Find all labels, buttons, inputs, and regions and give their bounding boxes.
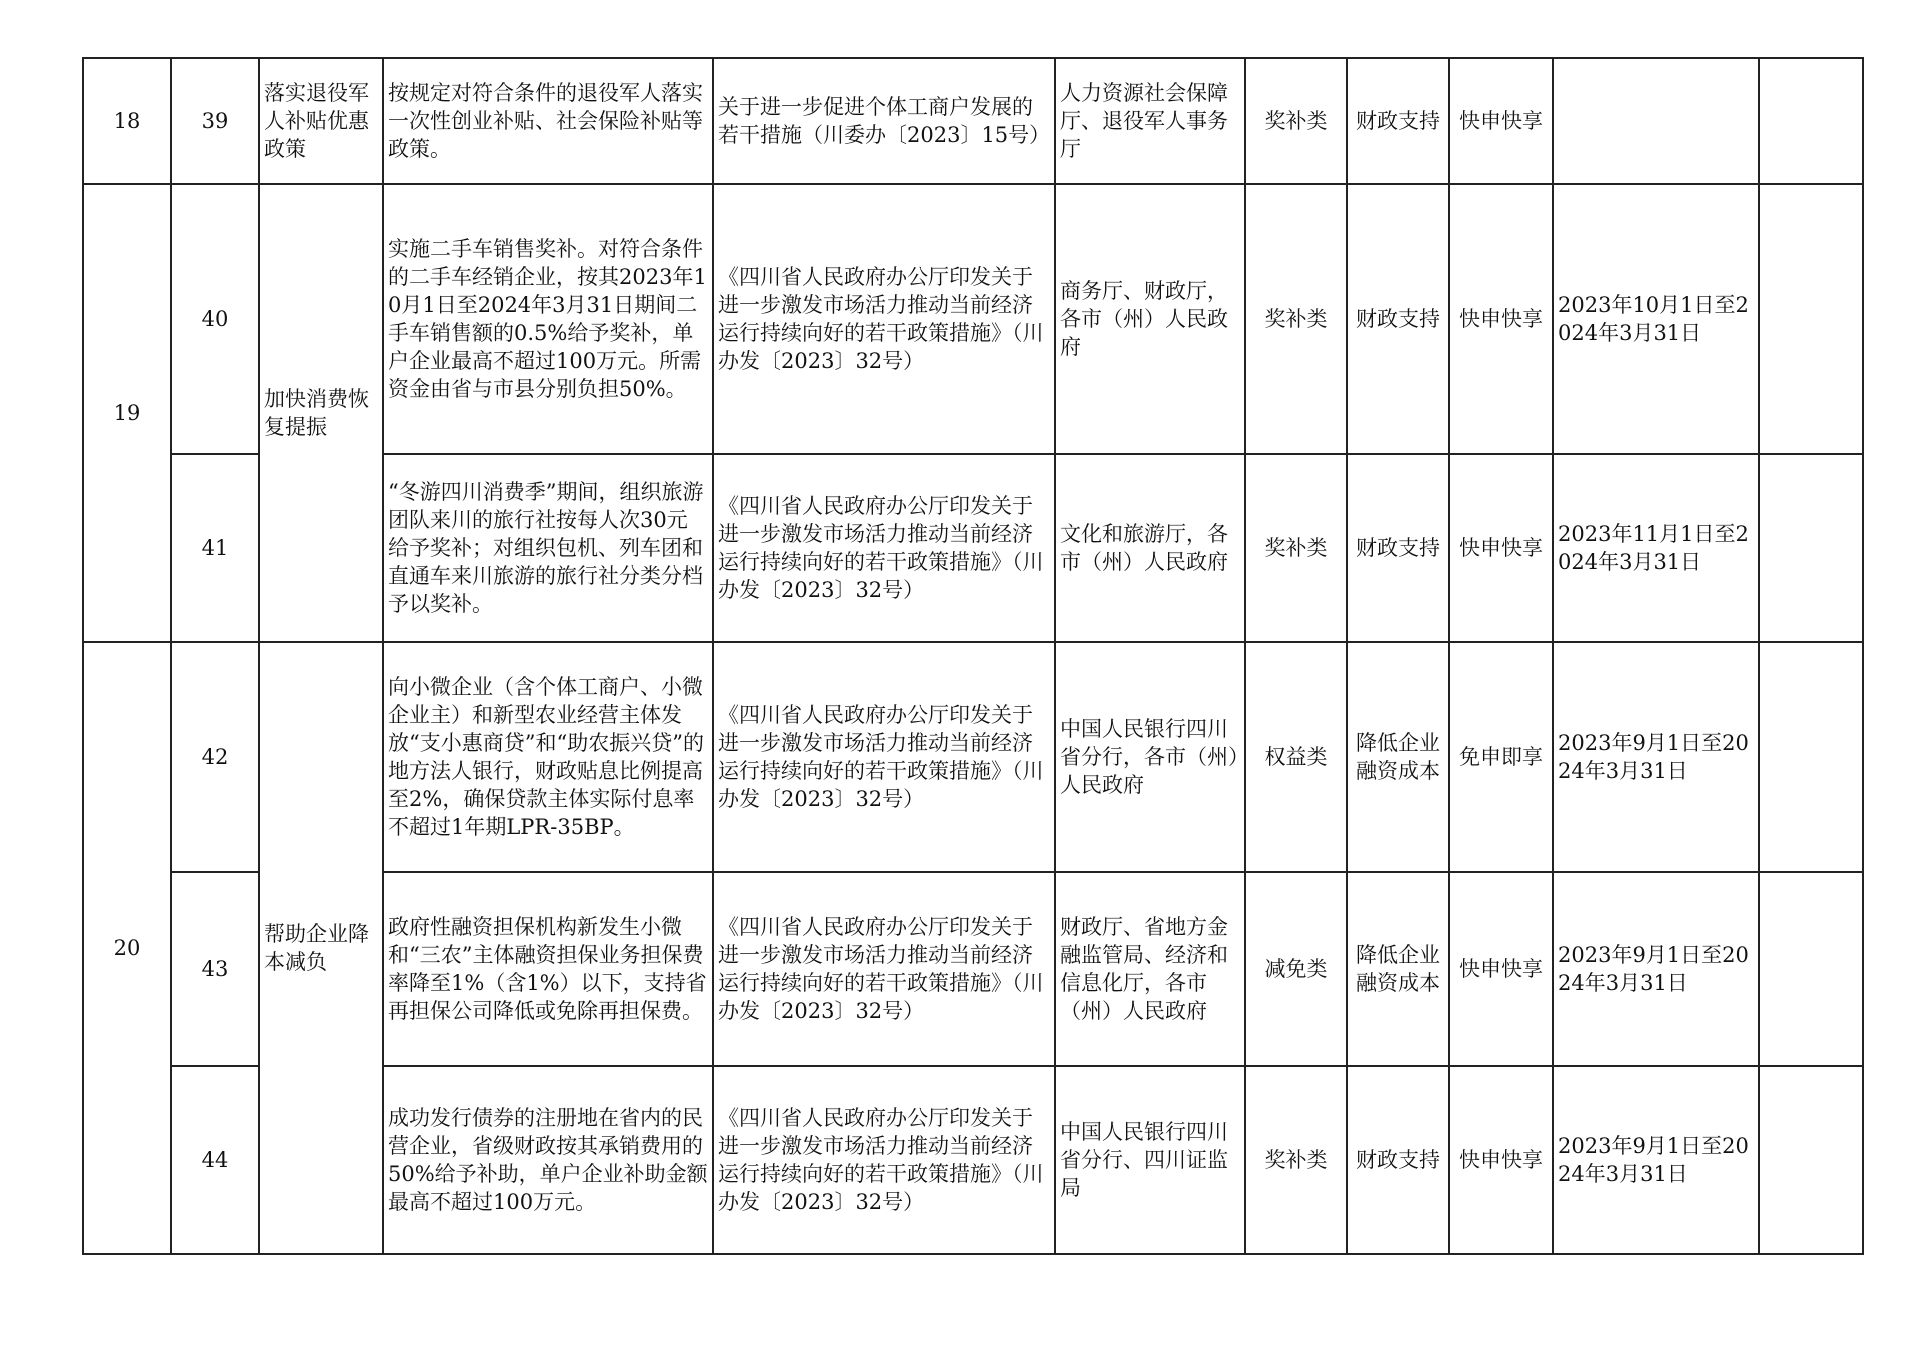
- policy-category: 奖补类: [1245, 1066, 1347, 1254]
- note-cell: [1759, 184, 1863, 454]
- note-cell: [1759, 872, 1863, 1066]
- validity-period: [1553, 58, 1759, 184]
- item-number: 40: [171, 184, 259, 454]
- table-row: [83, 184, 1863, 454]
- group-number: 20: [83, 642, 171, 1254]
- policy-category: 减免类: [1245, 872, 1347, 1066]
- note-cell: [1759, 1066, 1863, 1254]
- policy-content: 成功发行债券的注册地在省内的民营企业，省级财政按其承销费用的50%给予补助，单户企业补助金额最高不超过100万元。: [383, 1066, 713, 1254]
- access-mode: 快申快享: [1449, 58, 1553, 184]
- policy-source-document: 《四川省人民政府办公厅印发关于进一步激发市场活力推动当前经济运行持续向好的若干政策措施》（川办发〔2023〕32号）: [713, 1066, 1055, 1254]
- access-mode: 快申快享: [1449, 454, 1553, 642]
- item-number: 39: [171, 58, 259, 184]
- policy-content: 向小微企业（含个体工商户、小微企业主）和新型农业经营主体发放“支小惠商贷”和“助农振兴贷”的地方法人银行，财政贴息比例提高至2%，确保贷款主体实际付息率不超过1年期LPR-35BP。: [383, 642, 713, 872]
- access-mode: 快申快享: [1449, 1066, 1553, 1254]
- responsible-department: 中国人民银行四川省分行、四川证监局: [1055, 1066, 1245, 1254]
- access-mode: 快申快享: [1449, 184, 1553, 454]
- validity-period: 2023年9月1日至2024年3月31日: [1553, 872, 1759, 1066]
- item-number: 42: [171, 642, 259, 872]
- support-measure: 降低企业融资成本: [1347, 642, 1449, 872]
- policy-source-document: 关于进一步促进个体工商户发展的若干措施（川委办〔2023〕15号）: [713, 58, 1055, 184]
- policy-category: 权益类: [1245, 642, 1347, 872]
- responsible-department: 文化和旅游厅，各市（州）人民政府: [1055, 454, 1245, 642]
- validity-period: 2023年9月1日至2024年3月31日: [1553, 642, 1759, 872]
- policy-content: 实施二手车销售奖补。对符合条件的二手车经销企业，按其2023年10月1日至2024年3月31日期间二手车销售额的0.5%给予奖补，单户企业最高不超过100万元。所需资金由省与市县分别负担50%。: [383, 184, 713, 454]
- policy-content: “冬游四川消费季”期间，组织旅游团队来川的旅行社按每人次30元给予奖补；对组织包机、列车团和直通车来川旅游的旅行社分类分档予以奖补。: [383, 454, 713, 642]
- access-mode: 免申即享: [1449, 642, 1553, 872]
- group-number: 19: [83, 184, 171, 642]
- access-mode: 快申快享: [1449, 872, 1553, 1066]
- group-title: 落实退役军人补贴优惠政策: [259, 58, 383, 184]
- policy-source-document: 《四川省人民政府办公厅印发关于进一步激发市场活力推动当前经济运行持续向好的若干政策措施》（川办发〔2023〕32号）: [713, 184, 1055, 454]
- policy-category: 奖补类: [1245, 454, 1347, 642]
- note-cell: [1759, 58, 1863, 184]
- support-measure: 财政支持: [1347, 58, 1449, 184]
- group-number: 18: [83, 58, 171, 184]
- policy-source-document: 《四川省人民政府办公厅印发关于进一步激发市场活力推动当前经济运行持续向好的若干政策措施》（川办发〔2023〕32号）: [713, 454, 1055, 642]
- policy-source-document: 《四川省人民政府办公厅印发关于进一步激发市场活力推动当前经济运行持续向好的若干政策措施》（川办发〔2023〕32号）: [713, 872, 1055, 1066]
- group-title: 加快消费恢复提振: [259, 184, 383, 642]
- policy-category: 奖补类: [1245, 184, 1347, 454]
- validity-period: 2023年11月1日至2024年3月31日: [1553, 454, 1759, 642]
- responsible-department: 人力资源社会保障厅、退役军人事务厅: [1055, 58, 1245, 184]
- policy-category: 奖补类: [1245, 58, 1347, 184]
- policy-content: 政府性融资担保机构新发生小微和“三农”主体融资担保业务担保费率降至1%（含1%）以下，支持省再担保公司降低或免除再担保费。: [383, 872, 713, 1066]
- validity-period: 2023年10月1日至2024年3月31日: [1553, 184, 1759, 454]
- validity-period: 2023年9月1日至2024年3月31日: [1553, 1066, 1759, 1254]
- item-number: 43: [171, 872, 259, 1066]
- group-title: 帮助企业降本减负: [259, 642, 383, 1254]
- support-measure: 降低企业融资成本: [1347, 872, 1449, 1066]
- table-row: [83, 58, 1863, 184]
- item-number: 44: [171, 1066, 259, 1254]
- policy-source-document: 《四川省人民政府办公厅印发关于进一步激发市场活力推动当前经济运行持续向好的若干政策措施》（川办发〔2023〕32号）: [713, 642, 1055, 872]
- responsible-department: 财政厅、省地方金融监管局、经济和信息化厅，各市（州）人民政府: [1055, 872, 1245, 1066]
- support-measure: 财政支持: [1347, 184, 1449, 454]
- table-body: [83, 58, 1863, 1254]
- note-cell: [1759, 642, 1863, 872]
- item-number: 41: [171, 454, 259, 642]
- responsible-department: 商务厅、财政厅，各市（州）人民政府: [1055, 184, 1245, 454]
- support-measure: 财政支持: [1347, 454, 1449, 642]
- note-cell: [1759, 454, 1863, 642]
- policy-content: 按规定对符合条件的退役军人落实一次性创业补贴、社会保险补贴等政策。: [383, 58, 713, 184]
- support-measure: 财政支持: [1347, 1066, 1449, 1254]
- table-row: [83, 642, 1863, 872]
- policy-table: [82, 57, 1864, 1255]
- responsible-department: 中国人民银行四川省分行，各市（州）人民政府: [1055, 642, 1245, 872]
